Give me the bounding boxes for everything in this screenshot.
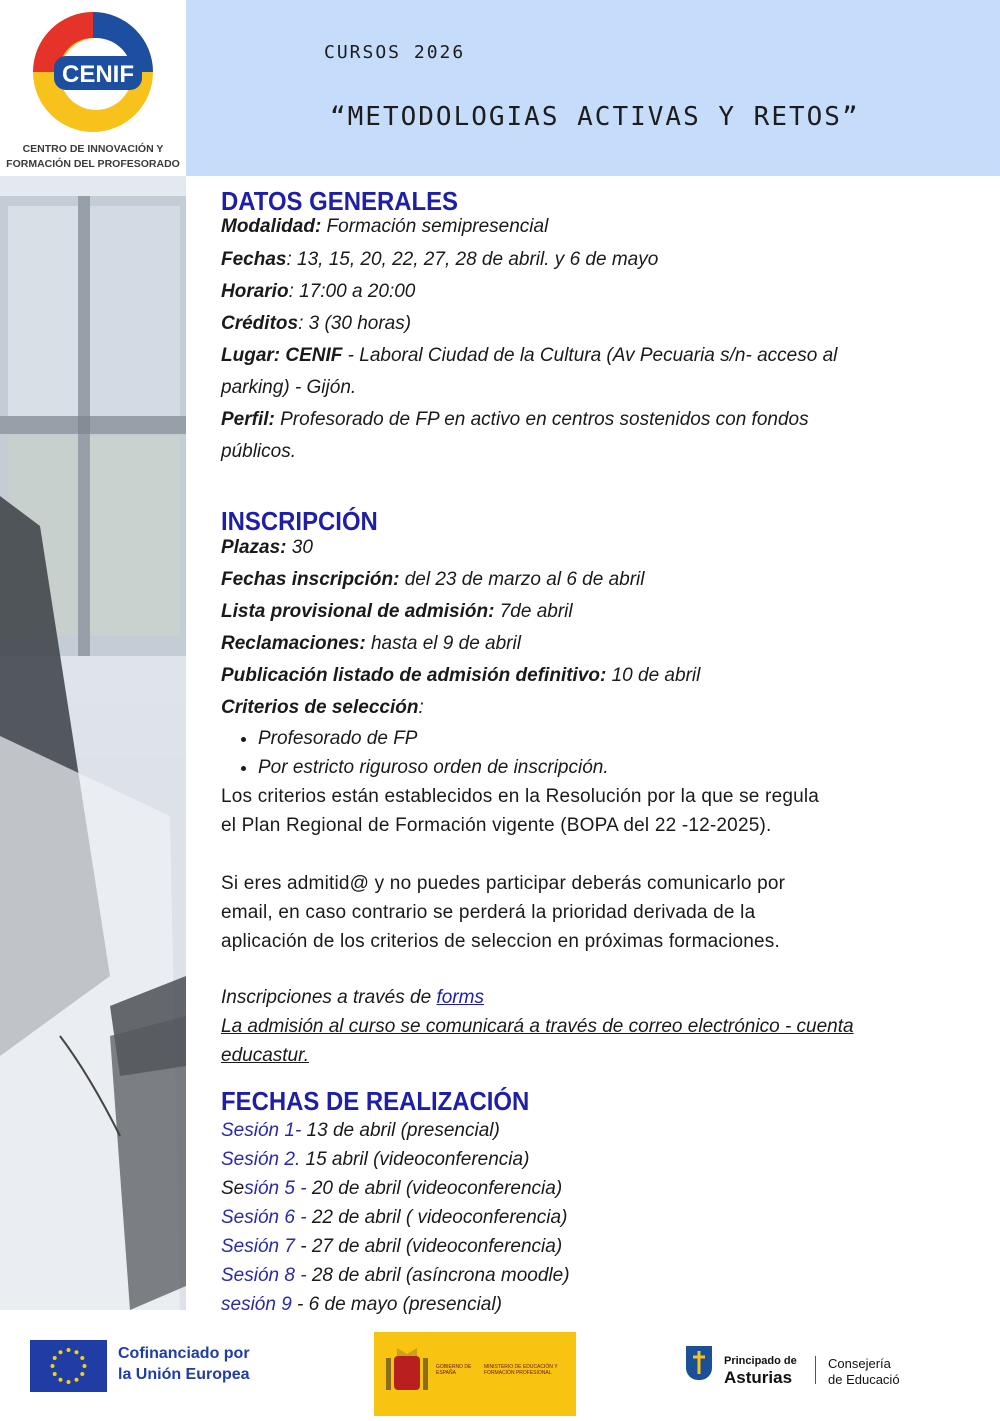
session-detail: 15 abril (videoconferencia)	[300, 1149, 530, 1170]
forms-link[interactable]: forms	[436, 987, 484, 1008]
aviso-line-2: email, en caso contrario se perderá la prioridad derivada de la	[221, 902, 756, 923]
criterio-item: • Profesorado de FP	[258, 724, 941, 753]
aviso-line-1: Si eres admitid@ y no puedes participar deberás comunicarlo por	[221, 873, 786, 894]
reclamaciones-value: hasta el 9 de abril	[365, 633, 521, 654]
publicacion-value: 10 de abril	[606, 665, 701, 686]
fechas-inscripcion-value: del 23 de marzo al 6 de abril	[399, 569, 645, 590]
session-detail: 13 de abril (presencial)	[301, 1120, 500, 1141]
lugar-value-2: parking) - Gijón.	[221, 377, 357, 398]
lugar-value-1: - Laboral Ciudad de la Cultura (Av Pecuaria s/n- acceso al	[342, 345, 838, 366]
admision-line-1: La admisión al curso se comunicará a través de correo electrónico - cuenta	[221, 1016, 854, 1037]
horario-value: : 17:00 a 20:00	[288, 281, 416, 302]
session-label: sesión 9	[221, 1294, 292, 1315]
session-row	[221, 1232, 941, 1261]
lista-provisional-value: 7de abril	[494, 601, 573, 622]
course-year: CURSOS 2026	[324, 42, 466, 63]
footer-divider	[815, 1356, 816, 1384]
session-row	[221, 1174, 941, 1203]
session-detail: 28 de abril (asíncrona moodle)	[306, 1265, 570, 1286]
criterios-colon: :	[418, 697, 424, 718]
lugar-label: Lugar: CENIF	[221, 345, 343, 366]
logo-caption-line1: CENTRO DE INNOVACIÓN Y	[22, 143, 164, 155]
course-title: “METODOLOGIAS ACTIVAS Y RETOS”	[330, 102, 860, 132]
session-detail: 20 de abril (videoconferencia)	[306, 1178, 563, 1199]
asturias-line1: Principado de	[724, 1355, 797, 1367]
creditos-label: Créditos	[221, 313, 299, 334]
forms-prefix: Inscripciones a través de	[221, 987, 437, 1008]
criterios-label: Criterios de selección	[221, 697, 419, 718]
session-detail: - 27 de abril (videoconferencia)	[294, 1236, 563, 1257]
session-detail: 22 de abril ( videoconferencia)	[306, 1207, 568, 1228]
perfil-value-2: públicos.	[221, 441, 296, 462]
spain-coat-of-arms-icon	[382, 1344, 432, 1404]
consejeria-line2: de Educació	[828, 1372, 900, 1387]
consejeria-line1: Consejería	[828, 1356, 891, 1371]
spain-ministry-logo	[374, 1332, 576, 1416]
horario-label: Horario	[221, 281, 289, 302]
main-content	[221, 186, 941, 1319]
resolucion-line-1: Los criterios están establecidos en la Resolución por la que se regula	[221, 786, 820, 807]
session-row	[221, 1203, 941, 1232]
inscripcion-title: INSCRIPCIÓN	[221, 506, 378, 536]
reclamaciones-label: Reclamaciones:	[221, 633, 366, 654]
creditos-row	[221, 308, 941, 340]
fechas-inscripcion-label: Fechas inscripción:	[221, 569, 400, 590]
session-detail: - 6 de mayo (presencial)	[291, 1294, 502, 1315]
criterios-row	[221, 692, 941, 724]
spain-gov-text: GOBIERNO DE ESPAÑA	[436, 1364, 472, 1376]
cenif-logo-mark	[24, 8, 162, 138]
session-label: Sesión 6 -	[221, 1207, 307, 1228]
criterios-list	[221, 724, 941, 782]
logo-text: CENIF	[62, 61, 134, 88]
eu-flag-icon	[30, 1340, 107, 1392]
perfil-value-1: Profesorado de FP en activo en centros sostenidos con fondos	[274, 409, 809, 430]
lugar-row	[221, 340, 941, 372]
publicacion-label: Publicación listado de admisión definitivo:	[221, 665, 607, 686]
aviso-line-3: aplicación de los criterios de seleccion en próximas formaciones.	[221, 931, 780, 952]
fechas-value: : 13, 15, 20, 22, 27, 28 de abril. y 6 de mayo	[286, 249, 659, 270]
lista-provisional-row	[221, 596, 941, 628]
session-row	[221, 1145, 941, 1174]
plazas-value: 30	[286, 537, 313, 558]
perfil-label: Perfil:	[221, 409, 275, 430]
lista-provisional-label: Lista provisional de admisión:	[221, 601, 495, 622]
admision-line-2: educastur.	[221, 1045, 310, 1066]
plazas-label: Plazas:	[221, 537, 287, 558]
session-row	[221, 1261, 941, 1290]
cenif-logo	[0, 0, 186, 176]
modalidad-row	[221, 216, 941, 238]
header-band	[186, 0, 1000, 176]
eu-text-line2: la Unión Europea	[118, 1366, 250, 1383]
creditos-value: : 3 (30 horas)	[298, 313, 412, 334]
criterio-item: • Por estricto riguroso orden de inscripción.	[258, 753, 941, 782]
perfil-row	[221, 404, 941, 436]
session-label: Sesión 8 -	[221, 1265, 307, 1286]
fechas-realizacion-title: FECHAS DE REALIZACIÓN	[221, 1086, 530, 1116]
session-row	[221, 1290, 941, 1319]
session-label: Sesión 1-	[221, 1120, 302, 1141]
fechas-inscripcion-row	[221, 564, 941, 596]
session-label: sión 5 -	[244, 1178, 307, 1199]
plazas-row	[221, 536, 941, 560]
fechas-label: Fechas	[221, 249, 287, 270]
resolucion-line-2: el Plan Regional de Formación vigente (BOPA del 22 -12-2025).	[221, 815, 772, 836]
session-label-start: Se	[221, 1178, 245, 1199]
eu-text-line1: Cofinanciado por	[118, 1345, 250, 1362]
asturias-line2: Asturias	[724, 1368, 793, 1387]
forms-row	[221, 983, 941, 1012]
modalidad-label: Modalidad:	[221, 216, 322, 237]
office-photo	[0, 176, 186, 1310]
datos-generales-title: DATOS GENERALES	[221, 186, 459, 216]
spain-ministry-text: MINISTERIO DE EDUCACIÓN Y FORMACIÓN PROFESIONAL	[484, 1364, 558, 1376]
footer-logos	[0, 1320, 1000, 1421]
asturias-shield-icon	[686, 1346, 712, 1380]
fechas-row	[221, 244, 941, 276]
reclamaciones-row	[221, 628, 941, 660]
horario-row	[221, 276, 941, 308]
session-label: Sesión 7	[221, 1236, 295, 1257]
session-row	[221, 1116, 941, 1145]
logo-caption-line2: FORMACIÓN DEL PROFESORADO	[6, 158, 180, 170]
publicacion-row	[221, 660, 941, 692]
session-label: Sesión 2.	[221, 1149, 301, 1170]
modalidad-value: Formación semipresencial	[321, 216, 549, 237]
